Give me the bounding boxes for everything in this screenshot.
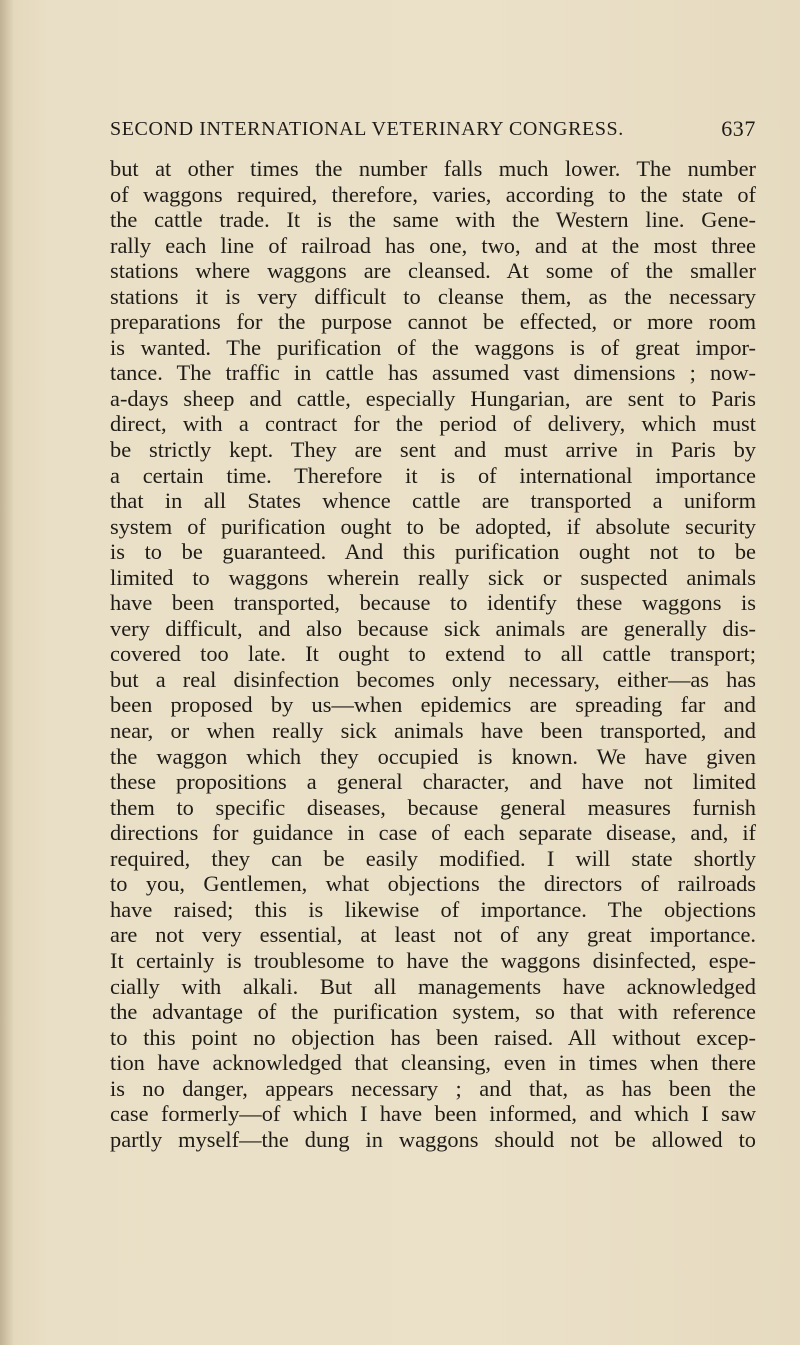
text-line: is to be guaranteed. And this purification ought not to be <box>110 539 756 565</box>
text-line: tion have acknowledged that cleansing, even in times when there <box>110 1050 756 1076</box>
text-line: rally each line of railroad has one, two, and at the most three <box>110 232 756 258</box>
running-title: SECOND INTERNATIONAL VETERINARY CONGRESS. <box>110 118 624 140</box>
text-line: preparations for the purpose cannot be effected, or more room <box>110 309 756 335</box>
text-line: the advantage of the purification system, so that with reference <box>110 999 756 1025</box>
text-line: required, they can be easily modified. I will state shortly <box>110 845 756 871</box>
body-text <box>110 156 756 1152</box>
page-number: 637 <box>721 116 756 141</box>
text-line: near, or when really sick animals have been transported, and <box>110 718 756 744</box>
text-line: of waggons required, therefore, varies, according to the state of <box>110 181 756 207</box>
text-line: very difficult, and also because sick animals are generally dis- <box>110 615 756 641</box>
text-line: It certainly is troublesome to have the waggons disinfected, espe- <box>110 947 756 973</box>
text-line: cially with alkali. But all managements have acknowledged <box>110 973 756 999</box>
text-line: is no danger, appears necessary ; and that, as has been the <box>110 1075 756 1101</box>
text-line: a certain time. Therefore it is of international importance <box>110 462 756 488</box>
text-line: have raised; this is likewise of importance. The objections <box>110 896 756 922</box>
text-line: that in all States whence cattle are transported a uniform <box>110 488 756 514</box>
text-line: directions for guidance in case of each separate disease, and, if <box>110 820 756 846</box>
page-header <box>110 114 756 144</box>
text-line: to this point no objection has been raised. All without excep- <box>110 1024 756 1050</box>
text-line: these propositions a general character, and have not limited <box>110 769 756 795</box>
text-line: be strictly kept. They are sent and must arrive in Paris by <box>110 437 756 463</box>
text-line: them to specific diseases, because general measures furnish <box>110 794 756 820</box>
text-line: partly myself—the dung in waggons should not be allowed to <box>110 1126 756 1152</box>
spine-shadow <box>0 0 14 1345</box>
text-line: the waggon which they occupied is known. We have given <box>110 743 756 769</box>
text-line: limited to waggons wherein really sick or suspected animals <box>110 564 756 590</box>
text-line: case formerly—of which I have been informed, and which I saw <box>110 1101 756 1127</box>
text-line: been proposed by us—when epidemics are spreading far and <box>110 692 756 718</box>
text-line: but a real disinfection becomes only necessary, either—as has <box>110 666 756 692</box>
text-line: direct, with a contract for the period of delivery, which must <box>110 411 756 437</box>
text-line: stations it is very difficult to cleanse them, as the necessary <box>110 283 756 309</box>
text-line: have been transported, because to identify these waggons is <box>110 590 756 616</box>
text-line: the cattle trade. It is the same with the Western line. Gene- <box>110 207 756 233</box>
text-line: stations where waggons are cleansed. At some of the smaller <box>110 258 756 284</box>
text-line: tance. The traffic in cattle has assumed vast dimensions ; now- <box>110 360 756 386</box>
text-line: covered too late. It ought to extend to all cattle transport; <box>110 641 756 667</box>
text-line: are not very essential, at least not of any great importance. <box>110 922 756 948</box>
text-line: to you, Gentlemen, what objections the directors of railroads <box>110 871 756 897</box>
text-line: is wanted. The purification of the waggons is of great impor- <box>110 334 756 360</box>
text-line: a-days sheep and cattle, especially Hungarian, are sent to Paris <box>110 385 756 411</box>
text-line: system of purification ought to be adopted, if absolute security <box>110 513 756 539</box>
text-line: but at other times the number falls much lower. The number <box>110 156 756 181</box>
